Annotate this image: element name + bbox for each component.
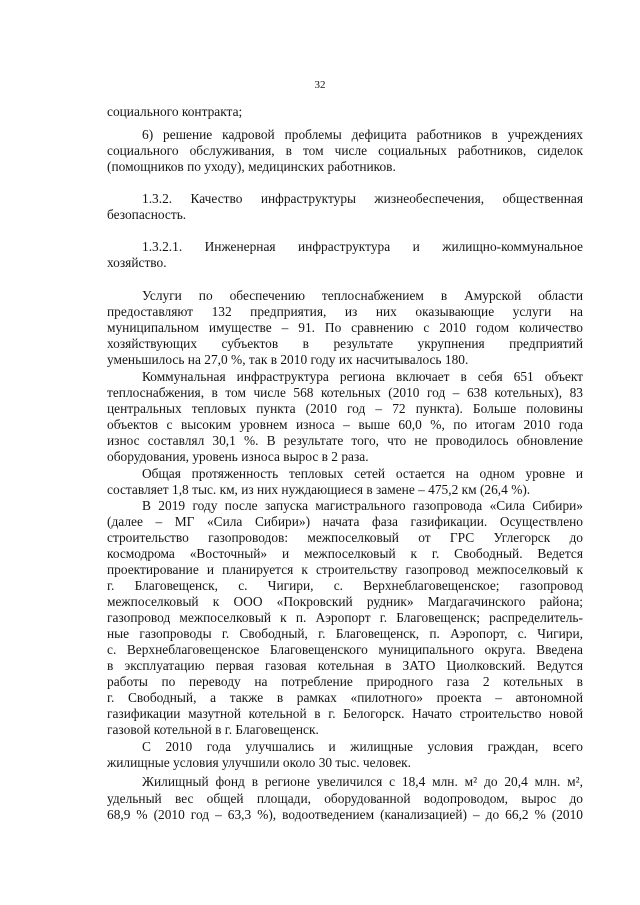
text-line: г. Благовещенск, с. Чигири, с. Верхнеблаговещенское; газопровод xyxy=(107,578,583,593)
text-line: ные газопроводы г. Свободный, г. Благовещенск, п. Аэропорт, с. Чигири, xyxy=(107,626,583,641)
text-line: износ составлял 30,1 %. В результате того, что не проводилось обновление xyxy=(107,433,583,448)
text-line: оборудования, уровень износа вырос в 2 раза. xyxy=(107,449,369,464)
text-line: Коммунальная инфраструктура региона включает в себя 651 объект xyxy=(142,369,583,384)
text-line: социального контракта; xyxy=(107,104,243,119)
text-line: безопасность. xyxy=(107,207,187,222)
text-line: хозяйствующих субъектов в результате укрупнения предприятий xyxy=(107,336,583,351)
text-line: социального обслуживания, в том числе социальных работников, сиделок xyxy=(107,143,583,158)
text-line: объектов с высоким уровнем износа – выше 60,0 %, по итогам 2010 года xyxy=(107,417,583,432)
page-number: 32 xyxy=(314,79,326,91)
text-line: с. Верхнеблаговещенское Благовещенского муниципального округа. Введена xyxy=(107,642,583,657)
text-line: Услуги по обеспечению теплоснабжением в Амурской области xyxy=(142,288,583,303)
text-line: 6) решение кадровой проблемы дефицита работников в учреждениях xyxy=(142,127,583,142)
text-line: газопровод межпоселковый к п. Аэропорт г. Благовещенск; распределитель- xyxy=(107,610,583,625)
text-line: центральных тепловых пункта (2010 год – 72 пункта). Больше половины xyxy=(107,401,583,416)
text-line: газовой котельной в г. Благовещенск. xyxy=(107,722,319,737)
text-line: 68,9 % (2010 год – 63,3 %), водоотведением (канализацией) – до 66,2 % (2010 xyxy=(107,807,583,822)
text-line: строительство газопроводов: межпоселковый от ГРС Углегорск до xyxy=(107,530,583,545)
text-line: С 2010 года улучшались и жилищные условия граждан, всего xyxy=(142,739,583,754)
text-line: составляет 1,8 тыс. км, из них нуждающиеся в замене – 475,2 км (26,4 %). xyxy=(107,482,531,497)
text-line: уменьшилось на 27,0 %, так в 2010 году их насчитывалось 180. xyxy=(107,352,469,367)
text-line: космодрома «Восточный» и межпоселковый к г. Свободный. Ведется xyxy=(107,546,583,561)
text-line: теплоснабжения, в том числе 568 котельных (2010 год – 638 котельных), 83 xyxy=(107,385,583,400)
text-line: 1.3.2. Качество инфраструктуры жизнеобеспечения, общественная xyxy=(142,191,583,206)
text-line: хозяйство. xyxy=(107,255,167,270)
text-line: В 2019 году после запуска магистрального газопровода «Сила Сибири» xyxy=(142,498,583,513)
text-line: муниципальном имуществе – 91. По сравнению с 2010 годом количество xyxy=(107,320,583,335)
text-line: 1.3.2.1. Инженерная инфраструктура и жилищно-коммунальное xyxy=(142,239,583,254)
text-line: межпоселковый к ООО «Покровский рудник» Магдагачинского района; xyxy=(107,594,583,609)
text-line: Жилищный фонд в регионе увеличился с 18,4 млн. м² до 20,4 млн. м², xyxy=(142,774,583,789)
text-line: газификации мазутной котельной в г. Белогорск. Начато строительство новой xyxy=(107,706,583,721)
text-line: жилищные условия улучшили около 30 тыс. человек. xyxy=(107,755,412,770)
text-line: (далее – МГ «Сила Сибири») начата фаза газификации. Осуществлено xyxy=(107,514,583,529)
text-line: проектирование и планируется к строительству газопровод межпоселковый к xyxy=(107,562,583,577)
text-line: предоставляют 132 предприятия, из них оказывающие услуги на xyxy=(107,304,583,319)
text-line: удельный вес общей площади, оборудованной водопроводом, вырос до xyxy=(107,791,583,806)
text-line: Общая протяженность тепловых сетей остается на одном уровне и xyxy=(142,466,583,481)
text-line: в эксплуатацию первая газовая котельная в ЗАТО Циолковский. Ведутся xyxy=(107,658,583,673)
text-line: г. Свободный, а также в рамках «пилотного» проекта – автономной xyxy=(107,690,583,705)
text-line: (помощников по уходу), медицинских работников. xyxy=(107,159,396,174)
text-line: работы по переводу на потребление природного газа 2 котельных в xyxy=(107,674,583,689)
